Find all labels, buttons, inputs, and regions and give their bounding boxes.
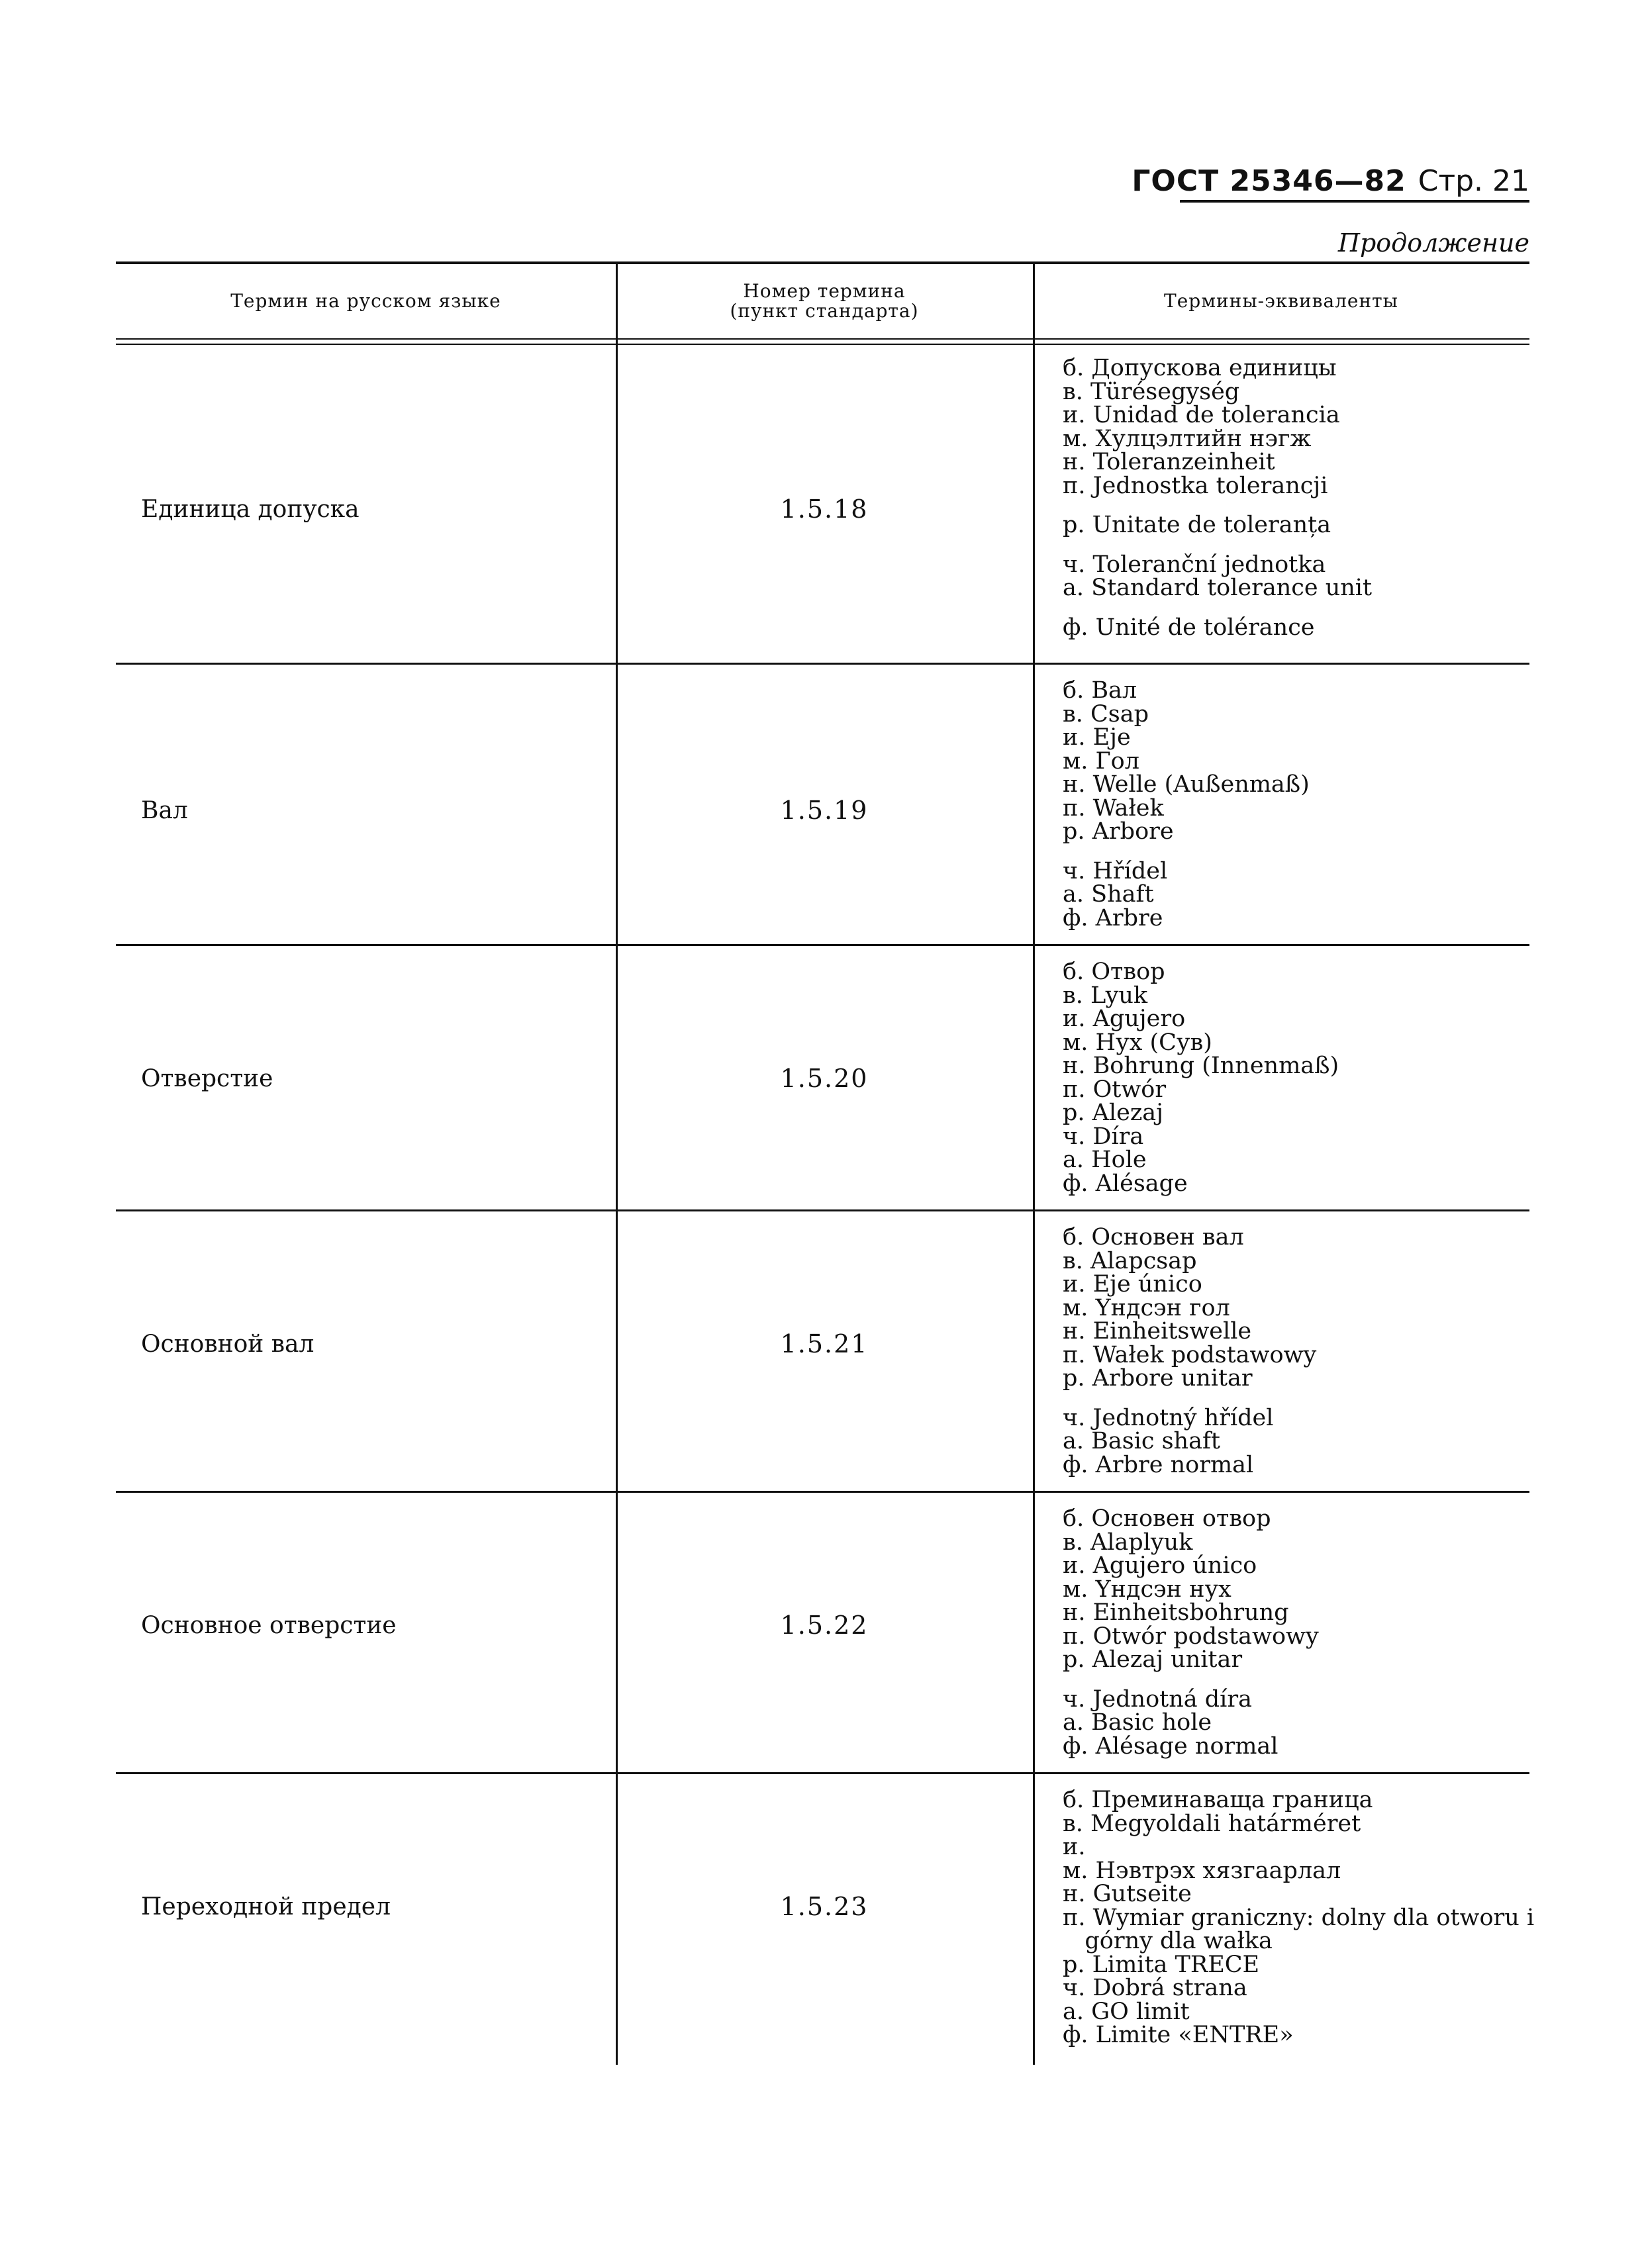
list-item: н. Bohrung (Innenmaß) <box>1063 1053 1339 1079</box>
list-item: а. Standard tolerance unit <box>1063 575 1373 601</box>
list-item: ч. Jednotný hřídel <box>1063 1404 1274 1431</box>
list-item: н. Welle (Außenmaß) <box>1063 771 1310 798</box>
list-item: п. Otwór <box>1063 1076 1167 1103</box>
list-item: и. Agujero único <box>1063 1552 1257 1579</box>
list-item: ф. Arbre normal <box>1063 1451 1254 1478</box>
table-row <box>116 665 1529 944</box>
table-header <box>116 264 1529 338</box>
list-item: п. Jednostka tolerancji <box>1063 472 1328 499</box>
list-item: и. Agujero <box>1063 1006 1186 1032</box>
term-number: 1.5.23 <box>780 1892 869 1921</box>
list-item: б. Основен отвор <box>1063 1505 1271 1532</box>
list-item: а. Hole <box>1063 1147 1147 1173</box>
equivalents-list <box>1063 961 1339 1196</box>
russian-term: Основной вал <box>141 1331 314 1358</box>
table-row <box>116 1774 1535 2065</box>
russian-term: Отверстие <box>141 1065 273 1092</box>
equivalents-list <box>1063 357 1372 639</box>
list-item: а. Basic shaft <box>1063 1428 1220 1454</box>
list-item: в. Alaplyuk <box>1063 1529 1193 1556</box>
header-term-number: Номер термина (пункт стандарта) <box>730 280 919 322</box>
list-item: ф. Alésage <box>1063 1170 1188 1197</box>
header-russian-term: Термин на русском языке <box>230 290 501 312</box>
table-row <box>116 946 1529 1209</box>
list-item: в. Megyoldali határméret <box>1063 1810 1361 1837</box>
page-header <box>1132 164 1529 198</box>
list-item: górny dla wałka <box>1063 1928 1273 1954</box>
russian-term: Переходной предел <box>141 1893 391 1920</box>
russian-term: Основное отверстие <box>141 1612 397 1639</box>
list-item: и. Eje <box>1063 724 1131 751</box>
list-item: п. Wałek <box>1063 794 1164 822</box>
list-item: б. Вал <box>1063 677 1137 704</box>
list-item: и. Unidad de tolerancia <box>1063 402 1340 428</box>
list-item: п. Wałek podstawowy <box>1063 1341 1317 1368</box>
list-item: ф. Alésage normal <box>1063 1732 1279 1760</box>
list-item: ф. Unité de tolérance <box>1063 614 1315 641</box>
list-item: п. Otwór podstawowy <box>1063 1623 1319 1650</box>
list-item: б. Допускова единицы <box>1063 355 1337 381</box>
list-item: м. Хулцэлтийн нэгж <box>1063 425 1312 452</box>
list-item: а. GO limit <box>1063 1998 1190 2025</box>
list-item: б. Основен вал <box>1063 1224 1244 1251</box>
list-item: б. Отвор <box>1063 959 1165 985</box>
equivalents-list <box>1063 1789 1534 2048</box>
list-item: ч. Jednotná díra <box>1063 1685 1252 1713</box>
russian-term: Вал <box>141 797 188 824</box>
list-item: ч. Díra <box>1063 1123 1144 1150</box>
header-equivalents: Термины-эквиваленты <box>1164 290 1398 312</box>
list-item: н. Gutseite <box>1063 1881 1192 1907</box>
list-item: ч. Dobrá strana <box>1063 1975 1247 2001</box>
list-item: н. Toleranzeinheit <box>1063 449 1275 475</box>
list-item: р. Arbore <box>1063 818 1174 845</box>
list-item: п. Wymiar graniczny: dolny dla otworu i <box>1063 1904 1535 1931</box>
list-item: в. Lyuk <box>1063 982 1148 1009</box>
term-number: 1.5.21 <box>780 1329 869 1358</box>
list-item: ф. Limite «ENTRE» <box>1063 2022 1294 2048</box>
list-item: и. <box>1063 1834 1086 1860</box>
russian-term: Единица допуска <box>141 496 360 523</box>
list-item: в. Csap <box>1063 700 1149 728</box>
list-item: м. Нух (Сув) <box>1063 1029 1212 1056</box>
list-item: р. Alezaj <box>1063 1100 1163 1126</box>
list-item: в. Türésegység <box>1063 378 1240 405</box>
continuation-label: Продолжение <box>1337 228 1529 258</box>
list-item: р. Arbore unitar <box>1063 1365 1253 1392</box>
list-item: ф. Arbre <box>1063 904 1163 931</box>
term-number: 1.5.20 <box>780 1064 869 1093</box>
term-number: 1.5.22 <box>780 1611 869 1640</box>
header-rule <box>1180 200 1529 203</box>
term-number: 1.5.18 <box>780 495 869 524</box>
list-item: н. Einheitswelle <box>1063 1318 1252 1345</box>
equivalents-list <box>1063 679 1310 930</box>
equivalents-list <box>1063 1507 1319 1758</box>
table-row <box>116 1211 1529 1491</box>
term-number: 1.5.19 <box>780 796 869 825</box>
page-number: Стр. 21 <box>1418 164 1529 198</box>
standard-number: ГОСТ 25346—82 <box>1132 164 1406 198</box>
list-item: м. Үндсэн гол <box>1063 1294 1230 1321</box>
list-item: м. Үндсэн нух <box>1063 1576 1232 1603</box>
list-item: и. Eje único <box>1063 1271 1202 1298</box>
list-item: а. Shaft <box>1063 881 1154 908</box>
list-item: м. Нэвтрэх хязгаарлал <box>1063 1857 1341 1884</box>
list-item: ч. Hřídel <box>1063 857 1168 884</box>
list-item: ч. Toleranční jednotka <box>1063 551 1326 578</box>
list-item: а. Basic hole <box>1063 1709 1212 1736</box>
table-row <box>116 1493 1529 1772</box>
list-item: р. Limita TRECE <box>1063 1951 1260 1978</box>
list-item: б. Преминаваща граница <box>1063 1787 1373 1813</box>
list-item: н. Einheitsbohrung <box>1063 1599 1289 1626</box>
equivalents-list <box>1063 1226 1316 1477</box>
list-item: р. Unitate de toleranța <box>1063 512 1331 538</box>
table-row <box>116 342 1529 663</box>
list-item: в. Alapcsap <box>1063 1247 1197 1274</box>
list-item: м. Гол <box>1063 747 1139 775</box>
list-item: р. Alezaj unitar <box>1063 1646 1243 1673</box>
